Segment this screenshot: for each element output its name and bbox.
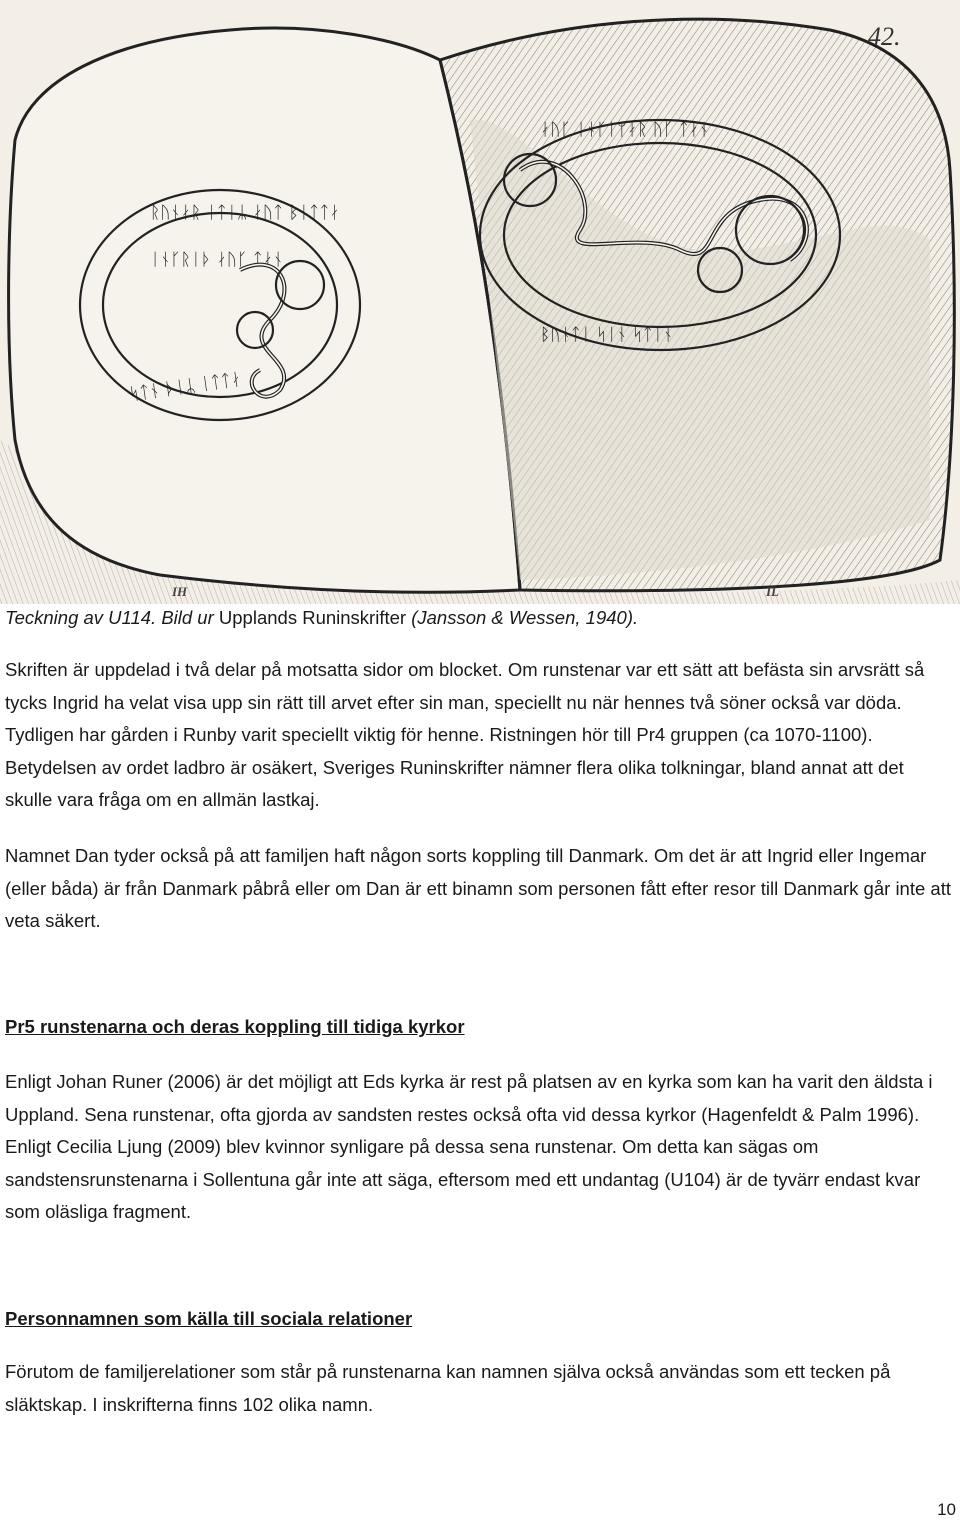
runes-left-inner: ᛁᚾᚴᚱᛁᚦ ᛅᚢᚴ ᛏᛅᚾ: [150, 250, 284, 270]
runes-right-top: ᛅᚢᚴ ᛁᚾᚴᛁᛘᛅᚱ ᚢᚴ ᛏᛅᚾ: [540, 120, 710, 140]
figure-caption: [5, 604, 955, 632]
page-mark: 42.: [868, 22, 901, 51]
signature-right: IL: [766, 584, 779, 599]
paragraph-2: Namnet Dan tyder också på att familjen haft någon sorts koppling till Danmark. Om det är att Ingrid eller Ingemar (eller båda) är från Danmark påbrå eller om Dan är ett binamn som personen fått efter resor till Danmark går inte att veta säkert.: [5, 845, 951, 931]
paragraph-4: Förutom de familjerelationer som står på runstenarna kan namnen själva också användas som ett tecken på släktskap. I inskrifterna finns 102 olika namn.: [5, 1361, 891, 1415]
caption-part-2: Upplands Runinskrifter: [218, 607, 407, 628]
section-heading-pr5: Pr5 runstenarna och deras koppling till tidiga kyrkor: [5, 1016, 465, 1037]
runes-right-bottom: ᛒᚢᚾᛏᛁ ᛋᛁᚾ ᛋᛏᛁᚾ: [540, 325, 674, 345]
signature-left: IH: [172, 584, 188, 599]
section-heading-personnamn: Personnamnen som källa till sociala relationer: [5, 1308, 413, 1329]
caption-part-1: Teckning av U114. Bild ur: [5, 607, 219, 628]
page-number: 10: [937, 1500, 956, 1519]
paragraph-1: Skriften är uppdelad i två delar på motsatta sidor om blocket. Om runstenar var ett sätt att befästa sin arvsrätt så tycks Ingrid ha velat visa upp sin rätt till arvet efter sin man, speciellt nu när hennes två söner också var döda. Tydligen har gården i Runby varit speciellt viktig för henne. Ristningen hör till Pr4 gruppen (ca 1070-1100). Betydelsen av ordet ladbro är osäkert, Sveriges Runinskrifter nämner flera olika tolkningar, bland annat att det skulle vara fråga om en allmän lastkaj.: [5, 659, 925, 810]
runes-left-top: ᚱᚢᚾᛅᚱ ᛁᛏᛁᛦ ᛅᚢᛏ ᛒᛁᛏᛏᛅ: [150, 203, 340, 223]
stone-left-face: [9, 28, 520, 592]
runestone-illustration: [0, 0, 960, 604]
paragraph-3: Enligt Johan Runer (2006) är det möjligt att Eds kyrka är rest på platsen av en kyrka som kan ha varit den äldsta i Uppland. Sena runstenar, ofta gjorda av sandsten restes också ofta vid dessa kyrkor (Hagenfeldt & Palm 1996). Enligt Cecilia Ljung (2009) blev kvinnor synligare på dessa sena runstenar. Om detta kan sägas om sandstensrunstenarna i Sollentuna går inte att säga, eftersom med ett undantag (U104) är de tyvärr endast kvar som oläsliga fragment.: [5, 1071, 933, 1222]
runes-left-bottom: ᛋᛏᚾ ᚦᛁᛦ ᛁᛏᛏᛅ: [127, 369, 243, 405]
caption-part-3: (Jansson & Wessen, 1940).: [406, 607, 639, 628]
runestone-drawing: [0, 0, 960, 604]
